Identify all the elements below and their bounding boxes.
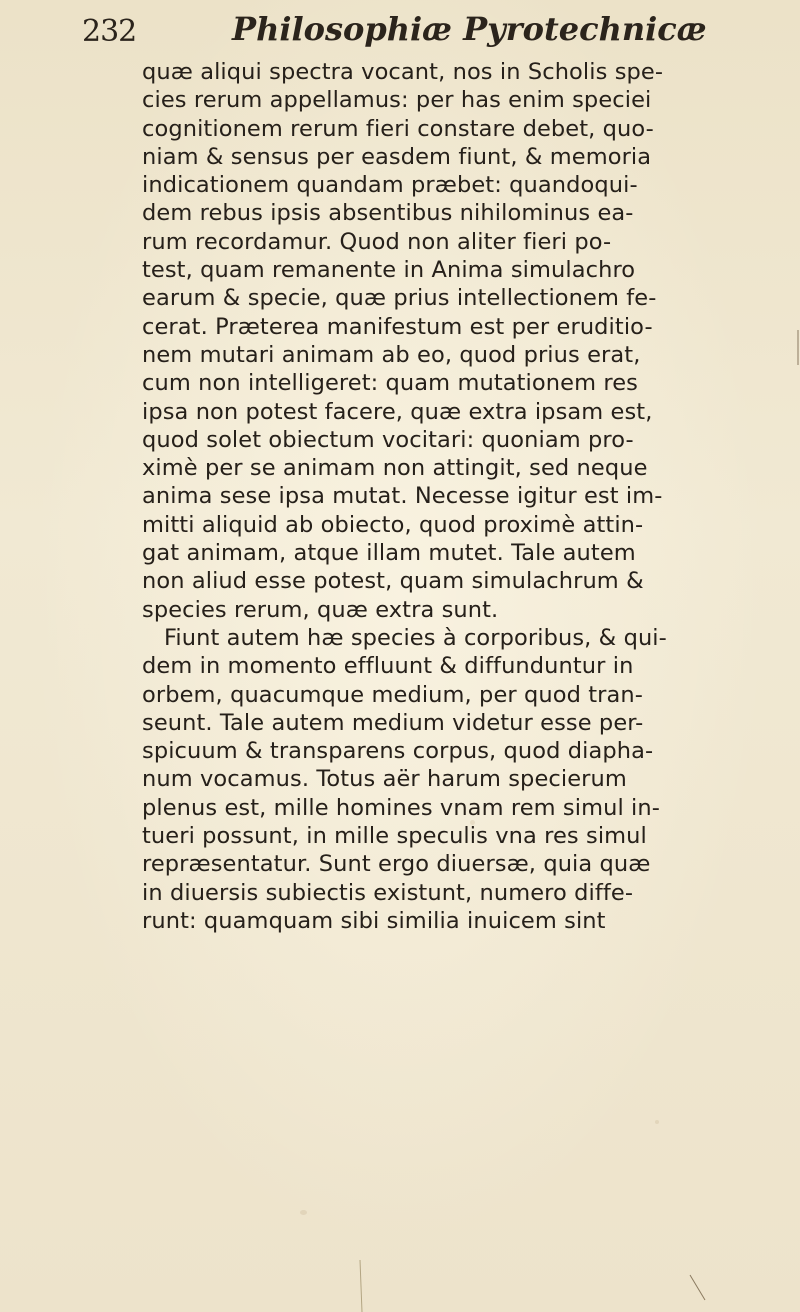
- text-line: mitti aliquid ab obiecto, quod proximè attin-: [142, 511, 644, 538]
- text-line: ipsa non potest facere, quæ extra ipsam est,: [142, 398, 653, 425]
- margin-mark: [360, 1260, 362, 1312]
- text-line: orbem, quacumque medium, per quod tran-: [142, 681, 643, 708]
- text-line: runt: quamquam sibi similia inuicem sint: [142, 907, 606, 934]
- text-line: repræsentatur. Sunt ergo diuersæ, quia quæ: [142, 851, 651, 878]
- page-number: 232: [82, 14, 137, 49]
- text-line: nem mutari animam ab eo, quod prius erat,: [142, 341, 641, 368]
- text-line: niam & sensus per easdem fiunt, & memoria: [142, 143, 652, 170]
- text-line: non aliud esse potest, quam simulachrum &: [142, 568, 644, 595]
- page-header: [82, 8, 782, 58]
- text-line: in diuersis subiectis existunt, numero diffe-: [142, 879, 634, 906]
- text-line: num vocamus. Totus aër harum specierum: [142, 766, 627, 793]
- text-line: cies rerum appellamus: per has enim speciei: [142, 87, 652, 114]
- text-line: quæ aliqui spectra vocant, nos in Scholis spe-: [142, 59, 664, 85]
- text-line: ximè per se animam non attingit, sed neque: [142, 455, 648, 482]
- text-line: cerat. Præterea manifestum est per eruditio-: [142, 313, 653, 340]
- text-line: quod solet obiectum vocitari: quoniam pro-: [142, 426, 634, 453]
- paper-stain: [655, 1120, 659, 1124]
- text-line: spicuum & transparens corpus, quod diapha-: [142, 738, 654, 765]
- text-line: seunt. Tale autem medium videtur esse per-: [142, 709, 644, 736]
- text-line: cognitionem rerum fieri constare debet, quo-: [142, 115, 654, 142]
- text-line: gat animam, atque illam mutet. Tale autem: [142, 540, 636, 567]
- text-line: tueri possunt, in mille speculis vna res simul: [142, 823, 647, 850]
- text-line: dem rebus ipsis absentibus nihilominus ea-: [142, 200, 634, 227]
- text-line: plenus est, mille homines vnam rem simul in-: [142, 794, 660, 821]
- text-line: Fiunt autem hæ species à corporibus, & qui-: [164, 624, 667, 651]
- text-line: dem in momento effluunt & diffunduntur in: [142, 653, 634, 680]
- body-text: [142, 58, 782, 935]
- running-head: Philosophiæ Pyrotechnicæ: [232, 10, 707, 48]
- text-line: test, quam remanente in Anima simulachro: [142, 257, 636, 284]
- paper-stain: [300, 1210, 307, 1215]
- text-line: cum non intelligeret: quam mutationem res: [142, 370, 638, 397]
- text-line: rum recordamur. Quod non aliter fieri po-: [142, 228, 612, 255]
- text-line: species rerum, quæ extra sunt.: [142, 596, 499, 623]
- margin-mark: [690, 1275, 705, 1300]
- text-line: earum & specie, quæ prius intellectionem fe-: [142, 285, 657, 312]
- text-line: anima sese ipsa mutat. Necesse igitur est im-: [142, 483, 663, 510]
- text-line: indicationem quandam præbet: quandoqui-: [142, 172, 638, 199]
